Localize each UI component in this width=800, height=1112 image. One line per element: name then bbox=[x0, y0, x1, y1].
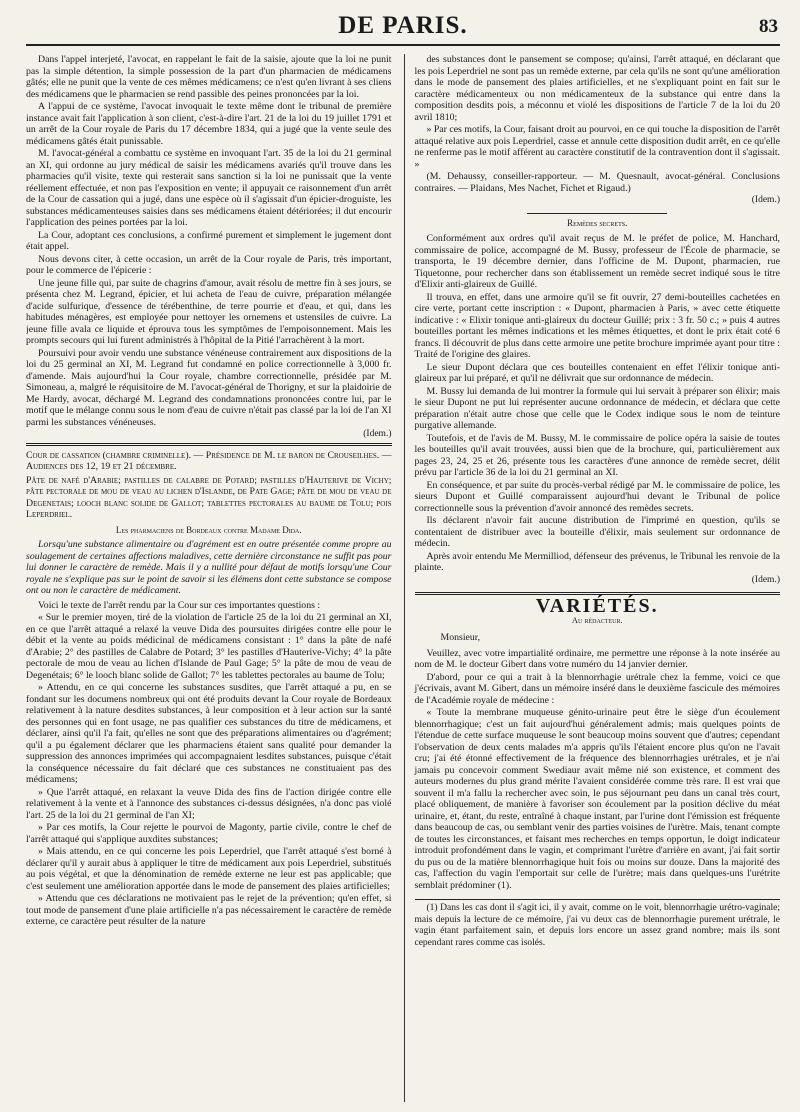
paragraph: » Que l'arrêt attaqué, en relaxant la veuve Dida des fins de l'action dirigée contre elle relativement à la vente et à l'annonce des substances ci-dessus désignées, n'a donc pas violé l'art. 25 de la loi du 21 germinal de l'an XI; bbox=[26, 786, 392, 821]
paragraph: Veuillez, avec votre impartialité ordinaire, me permettre une réponse à la note insérée au nom de M. le docteur Gibert dans votre numéro du 14 janvier dernier. bbox=[414, 647, 780, 670]
paragraph: des substances dont le pansement se compose; qu'ainsi, l'arrêt attaqué, en déclarant que les pois Leperdriel ne sont pas un remède externe, par cela qu'ils ne sont qu'une amélioration dans le mode de pansement des plaies artificielles, et ne s'expliquant point en fait sur le caractère médicamenteux ou non médicamenteux de la substance qui entre dans la composition desdits pois, a méconnu et violé les dispositions de l'article 7 de la loi du 20 avril 1810; bbox=[414, 54, 780, 123]
footnote: (1) Dans les cas dont il s'agit ici, il y avait, comme on le voit, blennorrhagie urétro-vaginale; mais depuis la lecture de ce mémoire, j'ai vu deux cas de blennorrhagie purement urétrale, le vagin étant parfaitement sain, et depuis lors encore un assez grand nombre; mais ils sont cependant rares comme cas isolés. bbox=[415, 899, 781, 949]
paragraph: Poursuivi pour avoir vendu une substance vénéneuse contrairement aux dispositions de la loi du 25 germinal an XI, M. Legrand fut condamné en police correctionnelle à 3,000 fr. d'amende. Mais aujourd'hui la Cour royale, chambre correctionnelle, présidée par M. Simoneau, a, malgré le réquisitoire de M. l'avocat-général de Thorigny, et sur la plaidoirie de Me Hardy, avocat, déchargé M. Legrand des condamnations prononcées contre lui, par le motif que le mélange connu sous le nom d'eau de cuivre n'était pas classé par la loi de l'an XI parmi les substances vénéneuses. bbox=[26, 347, 392, 428]
paragraph: » Attendu que ces déclarations ne motivaient pas le rejet de la prévention; qu'en effet, si tout mode de pansement d'une plaie artificielle n'a pas nécessairement le caractère de remède externe, ce caractère peut résulter de la nature bbox=[26, 893, 392, 927]
case-summary: Lorsqu'une substance alimentaire ou d'agrément est en outre présentée comme propre au soulagement de certaines affections maladives, cette dernière circonstance ne suffit pas pour lui donner le caractère de remède. Mais il y a nullité pour défaut de motifs lorsqu'une Cour royale ne s'explique pas sur le point de savoir si les élémens dont cette substance se compose ont ou non le caractère de médicament. bbox=[26, 539, 392, 596]
court-heading: Cour de cassation (chambre criminelle). — Présidence de M. le baron de Crouseilhes. — Audiences des 12, 19 et 21 décembre. bbox=[26, 443, 392, 473]
paragraph: M. l'avocat-général a combattu ce système en invoquant l'art. 35 de la loi du 21 germinal an XI, qui ordonne au jury médical de saisir les médicamens avariés qu'il trouve dans les pharmacies qu'il visite, texte qui resterait sans sanction si la loi ne punissait que la vente réellement effectuée, et non pas l'exposition en vente; il appuyait ce raisonnement d'un arrêt de la Cour de cassation qui a jugé, dans une espèce où il s'agissait d'un épicier-droguiste, les substances médicamenteuses saisies dans ses médicamens étaient détériorées; il dut encourir l'application des peines portées par la loi. bbox=[26, 148, 392, 228]
paragraph: Nous devons citer, à cette occasion, un arrêt de la Cour royale de Paris, très important, pour le commerce de l'épicerie : bbox=[26, 253, 392, 276]
paragraph: » Par ces motifs, la Cour rejette le pourvoi de Magonty, partie civile, contre le chef de l'arrêt attaqué qui s'applique auxdites substances; bbox=[26, 822, 392, 845]
paragraph: « Sur le premier moyen, tiré de la violation de l'article 25 de la loi du 21 germinal an XI, en ce que l'arrêt attaqué a relaxé la veuve Dida des poursuites dirigées contre elle pour le débit et la vente au poids médicinal de médicamens consistant : 1° dans la pâte de nafé d'Arabie; 2° des pastilles de Calabre de Potard; 3° les pastilles d'Hauterive-Vichy; 4° la pâte pectorale de mou de veau au lichen d'Islande de Paul Gage; 5° la pâte de mou de veau de Degenétais; 6° le looch blanc solide de Gallot; 7° les tablettes pectorales au baume de Tolu; bbox=[26, 612, 392, 681]
paragraph: Le sieur Dupont déclara que ces bouteilles contenaient en effet l'élixir tonique anti-glaireux par lui préparé, et qu'il ne délivrait que sur ordonnance de médecin. bbox=[414, 361, 780, 384]
paragraph: Toutefois, et de l'avis de M. Bussy, M. le commissaire de police opéra la saisie de toutes les bouteilles qu'il avait trouvées, aussi bien que de la brochure, qui, particulièrement aux pages 23, 24, 25 et 26, présente tous les caractères d'une annonce de remède secret, délit prévu par l'article 36 de la loi du 21 germinal an XI. bbox=[414, 432, 780, 478]
paragraph: Conformément aux ordres qu'il avait reçus de M. le préfet de police, M. Hanchard, commissaire de police, accompagné de M. Bussy, professeur de l'École de pharmacie, se transporta, le 19 décembre dernier, dans l'officine de M. Dupont, pharmacien, rue Tiquetonne, pour rechercher dans son établissement un remède secret indiqué sous le titre d'Elixir anti-glaireux de Guillé. bbox=[414, 233, 780, 290]
paragraph: Voici le texte de l'arrêt rendu par la Cour sur ces importantes questions : bbox=[38, 599, 321, 611]
products-heading: Pâte de nafé d'Arabie; pastilles de calabre de Potard; pastilles d'Hauterive de Vichy; pâte pectorale de mou de veau au lichen d'Islande, de Pate Gage; pâte de mou de veau de Degenetais; looch blanc solide de Gallot; tablettes pectorales au baume de Tolu; pois Leperdriel. bbox=[26, 474, 392, 520]
paragraph: Après avoir entendu Me Mermilliod, défenseur des prévenus, le Tribunal les renvoie de la plainte. bbox=[414, 550, 780, 573]
paragraph: Une jeune fille qui, par suite de chagrins d'amour, avait résolu de mettre fin à ses jours, se présenta chez M. Legrand, épicier, et lui acheta de l'eau de cuivre, préparation mélangée d'acide sulfurique, d'essence de térébenthine, de terre pourrie et d'eau, et qui, dans les habitudes ménagères, est employée pour nettoyer les ornemens et ustensiles de cuivre. La jeune fille avala ce liquide et éprouva tous les symptômes de l'empoisonnement. Mais les prompts secours qui lui furent administrés à l'hôpital de la Pitié l'arrachèrent à la mort. bbox=[26, 277, 392, 346]
section-divider bbox=[527, 213, 667, 214]
page-number: 83 bbox=[759, 16, 778, 37]
paragraph: » Attendu, en ce qui concerne les substances susdites, que l'arrêt attaqué a pu, en se fondant sur les documens nombreux qui ont été produits devant la Cour royale de Bordeaux relativement à la nature desdites substances, à leur composition et à leur action sur la santé des personnes qui en font usage, ne pas qualifier ces substances du titre de médicamens, et déclarer, ainsi qu'il l'a fait, qu'elles ne sont que des préparations alimentaires ou d'agrément; qu'il a pu également déclarer que les pharmaciens étaient sans qualité pour demander la suppression des annonces imprimées qui accompagnaient lesdites substances, puisque c'était la conséquence nécessaire du fait déclaré que ces substances ne constituaient pas des médicamens; bbox=[26, 682, 392, 785]
salutation: Monsieur, bbox=[440, 632, 481, 643]
signature: (Idem.) bbox=[751, 574, 780, 585]
paragraph: » Par ces motifs, la Cour, faisant droit au pourvoi, en ce qui touche la disposition de l'arrêt attaqué relative aux pois Leperdriel, casse et annule cette disposition dudit arrêt, en ce qu'elle ne renferme pas le motif afférent au caractère constitutif de la contravention dont il s'agissait. » bbox=[414, 124, 780, 170]
varietes-subtitle: Au rédacteur. bbox=[571, 614, 623, 625]
masthead: DE PARIS. bbox=[338, 12, 468, 39]
signature: (Idem.) bbox=[363, 429, 392, 439]
paragraph: (M. Dehaussy, conseiller-rapporteur. — M. Quesnault, avocat-général. Conclusions contraires. — Plaidans, Mes Nachet, Fichet et Rigaud.) bbox=[414, 171, 780, 194]
paragraph: » Mais attendu, en ce qui concerne les pois Leperdriel, que l'arrêt attaqué s'est borné à déclarer qu'il y aurait abus à appliquer le titre de médicament aux pois Leperdriel, substitués au pois végétal, et que la dénomination de remède externe ne leur est pas applicable; que c'est seulement une amélioration apportée dans le mode de pansement des plaies artificielles; bbox=[26, 846, 392, 892]
paragraph: A l'appui de ce système, l'avocat invoquait le texte même dont le tribunal de première instance avait fait l'application à son client, c'est-à-dire l'art. 21 de la loi du 19 juillet 1791 et un arrêt de la Cour royale de Paris du 17 décembre 1834, qui a jugé que la vente seule des médicamens gâtés était punissable. bbox=[26, 101, 392, 147]
page-header bbox=[26, 8, 780, 46]
columns bbox=[26, 54, 780, 1102]
paragraph: M. Bussy lui demanda de lui montrer la formule qui lui servait à préparer son élixir; mais le sieur Dupont ne put lui représenter aucune ordonnance de médecin, et déclara que cette préparation n'était autre chose que celle que le Codex indique sous le nom de teinture purgative allemande. bbox=[414, 385, 780, 431]
left-column bbox=[26, 54, 392, 1102]
paragraph: En conséquence, et par suite du procès-verbal rédigé par M. le commissaire de police, les sieurs Dupont et Guillé comparaissent aujourd'hui devant le Tribunal de police correctionnelle sous la prévention d'avoir annoncé des remèdes secrets. bbox=[414, 479, 780, 514]
paragraph: « Toute la membrane muqueuse génito-urinaire peut être le siège d'un écoulement blennorrhagique; c'est un fait aujourd'hui généralement admis; mais quelques points de l'étendue de cette surface muqueuse le sont beaucoup moins souvent que d'autres; cependant l'observation de deux cents malades m'a appris qu'ils l'étaient encore plus qu'on ne l'avait cru; j'ai été étonné effectivement de la fréquence des blennorrhagies urétrales, et je n'ai jamais pu concevoir comment Swediaur avait même nié son existence, et comment des auteurs modernes du plus grand mérite l'avaient considérée comme très rare. Il est vrai que souvent il m'a fallu la rechercher avec soin, le pus séjournant peu dans un canal très court, placé obliquement, de manière à favoriser son écoulement par la position déclive du méat urinaire, et, étant, du reste, entraîné à chaque instant, par l'urine dont l'émission est fréquente dans beaucoup de cas, ou semblant venir des parties voisines de l'urètre. Mais, tenant compte de toutes les circonstances, et faisant mes recherches en temps opportun, le doigt indicateur introduit profondément dans le vagin, et comprimant l'urètre d'arrière en avant, j'ai fait sortir du pus ou de la matière blennorrhagique huit fois ou moins sur douze. Dans la majorité des cas, l'affection du vagin l'emportait sur celle de l'urètre; mais dans quelques-uns l'urétrite semblait prédominer (1). bbox=[414, 707, 780, 891]
signature: (Idem.) bbox=[751, 195, 780, 205]
paragraph: Ils déclarent n'avoir fait aucune distribution de l'imprimé en question, qu'ils se contentaient de distribuer avec la bouteille d'élixir, mais seulement sur ordonnance de médecin. bbox=[414, 515, 780, 549]
case-title: Les pharmaciens de Bordeaux contre Madame Dida. bbox=[115, 524, 302, 535]
section-heading: Remèdes secrets. bbox=[567, 217, 628, 228]
paragraph: La Cour, adoptant ces conclusions, a confirmé purement et simplement le jugement dont était appel. bbox=[26, 229, 392, 252]
paragraph: Dans l'appel interjeté, l'avocat, en rappelant le fait de la saisie, ajoute que la loi ne punit pas la simple détention, la simple possession de la part d'un pharmacien de médicamens gâtés; elle ne punit que la vente de ces mêmes médicamens; ce n'est qu'en livrant à ses cliens des médicamens que le pharmacien se rend passible des peines prononcées par la loi. bbox=[26, 54, 392, 100]
right-column bbox=[404, 54, 781, 1102]
paragraph: D'abord, pour ce qui a trait à la blennorrhagie urétrale chez la femme, voici ce que j'écrivais, avant M. Gibert, dans un mémoire inséré dans le deuxième fascicule des mémoires de l'Académie royale de médecine : bbox=[414, 671, 780, 706]
paragraph: Il trouva, en effet, dans une armoire qu'il se fit ouvrir, 27 demi-bouteilles cachetées en cire verte, portant cette inscription : « Dupont, pharmacien à Paris, » avec cette étiquette indicative : « Elixir tonique anti-glaireux du docteur Guillé; prix : 3 fr. 50 c.; » puis 4 autres bouteilles portant les mêmes indications et les mêmes étiquettes, et dont le prix était coté 6 francs. Il découvrit de plus dans cette armoire une petite brochure imprimée ayant pour titre : Traité de l'origine des glaires. bbox=[414, 291, 780, 360]
varietes-title: VARIÉTÉS. bbox=[535, 595, 659, 617]
